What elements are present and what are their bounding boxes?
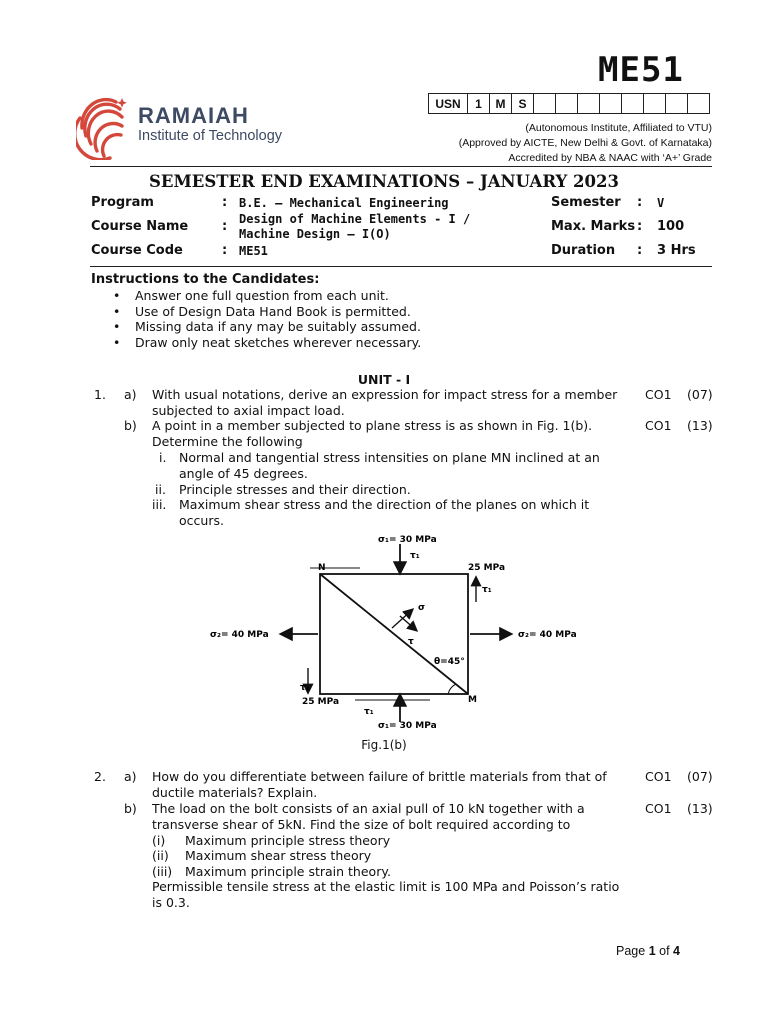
question-text: ductile materials? Explain. [152,785,318,800]
right-tau-label: τ₁ [482,585,492,595]
top-tau-label: τ₁ [410,551,420,561]
duration-label: Duration [551,243,616,258]
question-note: is 0.3. [152,895,190,910]
instructions-heading: Instructions to the Candidates: [91,272,320,287]
plane-mn-line [320,574,468,694]
page-word: Page [616,944,646,958]
instruction-item: • Draw only neat sketches wherever necessary. [113,335,421,351]
course-outcome: CO1 [645,769,672,784]
header-divider [90,166,712,167]
bottom-load-label: σ₁= 30 MPa [378,721,437,731]
question-number: 2. [94,769,106,784]
course-code-value: ME51 [239,244,268,258]
affiliation-block [459,121,712,166]
corner-n-label: N [318,563,326,573]
course-code-label: Course Code [91,243,183,258]
option-label: (iii) [152,864,173,879]
brand-subtitle: Institute of Technology [138,128,283,144]
option-text: Maximum shear stress theory [185,848,372,863]
top-right-shear-label: 25 MPa [468,563,506,573]
marks: (07) [687,769,713,784]
usn-cell: M [490,94,512,114]
course-name-value: Machine Design – I(O) [239,227,391,241]
bottom-tau-label: τ₁ [364,707,374,717]
usn-cell [578,94,600,114]
subquestion-label: a) [124,769,137,784]
usn-cell [534,94,556,114]
usn-cell [600,94,622,114]
exam-title: SEMESTER END EXAMINATIONS – JANUARY 2023 [149,172,619,191]
stress-element-figure [200,530,600,735]
usn-cell [688,94,710,114]
option-label: (ii) [152,848,169,863]
option-text: Maximum principle stress theory [185,833,391,848]
usn-cell [644,94,666,114]
instruction-item: • Answer one full question from each unit. [113,288,421,304]
course-outcome: CO1 [645,801,672,816]
normal-stress-arrow [392,610,412,628]
item-label: ii. [155,482,166,497]
question-text: The load on the bolt consists of an axial pull of 10 kN together with a [152,801,585,816]
option-label: (i) [152,833,166,848]
question-text: With usual notations, derive an expression for impact stress for a member [152,387,618,402]
question-text: Maximum shear stress and the direction of the planes on which it [179,497,590,512]
usn-cell [556,94,578,114]
shear-stress-arrow [400,616,416,630]
usn-box [428,93,710,114]
page-of: of [659,944,670,958]
question-text: Determine the following [152,434,303,449]
colon: : [222,243,228,258]
tau-label: τ [408,637,414,647]
subquestion-label: b) [124,801,137,816]
item-label: iii. [152,497,167,512]
affiliation-line: (Approved by AICTE, New Delhi & Govt. of Karnataka) [458,137,712,149]
colon: : [637,219,643,234]
page-number [616,944,680,958]
colon: : [222,219,228,234]
course-name-label: Course Name [91,219,189,234]
bottom-left-shear-label: 25 MPa [302,697,340,707]
duration-value: 3 Hrs [657,243,696,258]
instructions-list [113,288,421,350]
question-text: transverse shear of 5kN. Find the size of bolt required according to [152,817,571,832]
sigma-label: σ [418,603,426,613]
instruction-item: • Use of Design Data Hand Book is permitted. [113,304,421,320]
usn-cell [622,94,644,114]
marks: (07) [687,387,713,402]
marks: (13) [687,801,713,816]
corner-m-label: M [468,695,477,705]
marks: (13) [687,418,713,433]
right-load-label: σ₂= 40 MPa [518,630,577,640]
unit-heading: UNIT - I [357,372,411,387]
semester-value: V [657,196,665,210]
page-total: 4 [673,944,680,958]
instruction-item: • Missing data if any may be suitably assumed. [113,319,421,335]
max-marks-label: Max. Marks [551,219,636,234]
course-name-value: Design of Machine Elements - I / [239,212,471,226]
question-text: Normal and tangential stress intensities on plane MN inclined at an [179,450,600,465]
brand-name: RAMAIAH [138,103,249,128]
left-tau-label: τ₁ [300,683,310,693]
top-load-label: σ₁= 30 MPa [378,535,437,545]
subquestion-label: b) [124,418,137,433]
ramaiah-logo-icon [76,96,128,160]
affiliation-line: Accredited by NBA & NAAC with ‘A+’ Grade [508,152,712,164]
max-marks-value: 100 [657,219,685,234]
left-load-label: σ₂= 40 MPa [210,630,269,640]
question-text: subjected to axial impact load. [152,403,345,418]
usn-cell: S [512,94,534,114]
option-text: Maximum principle strain theory. [185,864,391,879]
item-label: i. [159,450,167,465]
colon: : [222,195,228,210]
figure-caption: Fig.1(b) [361,738,407,752]
angle-arc [448,684,456,694]
affiliation-line: (Autonomous Institute, Affiliated to VTU) [525,122,712,134]
program-label: Program [91,195,154,210]
subquestion-label: a) [124,387,137,402]
question-text: A point in a member subjected to plane stress is as shown in Fig. 1(b). [152,418,593,433]
course-outcome: CO1 [645,387,672,402]
question-text: occurs. [179,513,224,528]
question-text: How do you differentiate between failure of brittle materials from that of [152,769,607,784]
colon: : [637,243,643,258]
question-text: Principle stresses and their direction. [179,482,411,497]
program-value: B.E. – Mechanical Engineering [239,196,449,210]
semester-label: Semester [551,195,621,210]
meta-divider [90,266,712,267]
page-current: 1 [648,944,656,958]
usn-cell: USN [429,94,468,114]
angle-label: θ=45° [434,657,465,667]
question-text: angle of 45 degrees. [179,466,308,481]
course-code-heading: ME51 [598,50,684,90]
usn-cell: 1 [468,94,490,114]
question-note: Permissible tensile stress at the elastic limit is 100 MPa and Poisson’s ratio [152,879,620,894]
usn-cell [666,94,688,114]
colon: : [637,195,643,210]
course-outcome: CO1 [645,418,672,433]
question-number: 1. [94,387,106,402]
